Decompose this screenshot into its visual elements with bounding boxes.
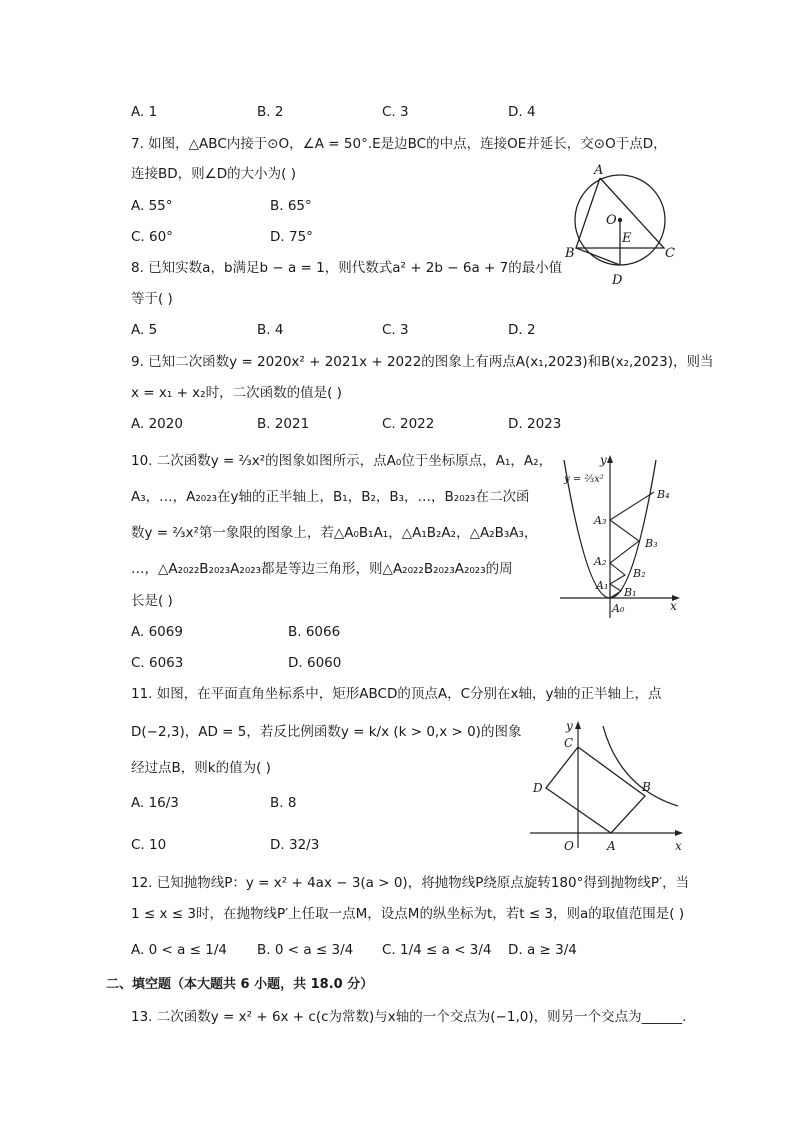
q9-option-c: C. 2022 xyxy=(382,416,435,432)
label-a: A xyxy=(607,839,616,853)
q9-option-a: A. 2020 xyxy=(131,416,183,432)
q8-option-c: C. 3 xyxy=(382,322,409,338)
q12-stem-line1: 12. 已知抛物线P：y = x² + 4ax − 3(a > 0)，将抛物线P绕原点旋转180°得到抛物线P′，当 xyxy=(131,875,690,891)
q12-option-b: B. 0 < a ≤ 3/4 xyxy=(257,942,354,958)
q9-option-b: B. 2021 xyxy=(257,416,310,432)
label-y: y xyxy=(600,453,607,467)
q10-option-d: D. 6060 xyxy=(288,655,342,671)
label-a: A xyxy=(594,163,604,178)
q12-stem-line2: 1 ≤ x ≤ 3时，在抛物线P′上任取一点M，设点M的纵坐标为t，若t ≤ 3，则a的取值范围是( ) xyxy=(131,906,685,922)
q11-rectangle-figure xyxy=(528,718,688,856)
q13-stem-line1: 13. 二次函数y = x² + 6x + c(c为常数)与x轴的一个交点为(−1,0)，则另一个交点为______. xyxy=(131,1009,687,1025)
q6-option-a: A. 1 xyxy=(131,104,158,120)
q10-parabola-figure xyxy=(556,450,686,620)
label-b4: B₄ xyxy=(657,488,670,501)
q7-option-b: B. 65° xyxy=(270,198,312,214)
label-curve: y = ⅔x² xyxy=(564,474,604,485)
q8-option-d: D. 2 xyxy=(508,322,536,338)
q11-option-b: B. 8 xyxy=(270,795,297,811)
q6-option-d: D. 4 xyxy=(508,104,536,120)
q10-stem-line3: 数y = ⅔x²第一象限的图象上，若△A₀B₁A₁，△A₁B₂A₂，△A₂B₃A₃， xyxy=(131,525,538,541)
label-a0: A₀ xyxy=(612,602,625,615)
q9-stem-line2: x = x₁ + x₂时，二次函数的值是( ) xyxy=(131,385,342,401)
label-b: B xyxy=(565,246,575,261)
label-x: x xyxy=(670,599,677,613)
label-b1: B₁ xyxy=(624,586,637,599)
q7-option-a: A. 55° xyxy=(131,198,173,214)
q11-option-d: D. 32/3 xyxy=(270,837,320,853)
q8-stem-line1: 8. 已知实数a，b满足b − a = 1，则代数式a² + 2b − 6a + 7的最小值 xyxy=(131,260,563,276)
label-o: O xyxy=(564,839,574,853)
label-e: E xyxy=(622,231,632,246)
q8-option-a: A. 5 xyxy=(131,322,158,338)
section-title: 二、填空题（本大题共 6 小题，共 18.0 分） xyxy=(106,977,374,992)
q6-option-c: C. 3 xyxy=(382,104,409,120)
label-x: x xyxy=(675,839,682,853)
q9-stem-line1: 9. 已知二次函数y = 2020x² + 2021x + 2022的图象上有两点A(x₁,2023)和B(x₂,2023)，则当 xyxy=(131,354,714,370)
q10-option-c: C. 6063 xyxy=(131,655,184,671)
label-a3: A₃ xyxy=(594,514,607,527)
label-b: B xyxy=(642,780,651,794)
q7-option-d: D. 75° xyxy=(270,229,313,245)
q12-option-a: A. 0 < a ≤ 1/4 xyxy=(131,942,227,958)
label-c: C xyxy=(564,736,574,750)
q10-stem-line1: 10. 二次函数y = ⅔x²的图象如图所示，点A₀位于坐标原点，A₁，A₂， xyxy=(131,453,553,469)
q9-option-d: D. 2023 xyxy=(508,416,562,432)
label-d: D xyxy=(612,273,623,288)
q6-option-b: B. 2 xyxy=(257,104,284,120)
q10-stem-line2: A₃，…，A₂₀₂₃在y轴的正半轴上，B₁，B₂，B₃，…，B₂₀₂₃在二次函 xyxy=(131,489,530,505)
label-a1: A₁ xyxy=(596,579,609,592)
q10-option-b: B. 6066 xyxy=(288,624,341,640)
q8-option-b: B. 4 xyxy=(257,322,284,338)
q11-stem-line3: 经过点B，则k的值为( ) xyxy=(131,760,271,776)
q10-stem-line5: 长是( ) xyxy=(131,593,173,609)
q7-circle-figure xyxy=(560,158,690,290)
label-c: C xyxy=(665,246,675,261)
q11-stem-line1: 11. 如图，在平面直角坐标系中，矩形ABCD的顶点A，C分别在x轴，y轴的正半轴上，点 xyxy=(131,686,662,702)
q7-stem-line1: 7. 如图，△ABC内接于⊙O，∠A = 50°.E是边BC的中点，连接OE并延长，交⊙O于点D， xyxy=(131,136,667,152)
label-o: O xyxy=(606,213,617,228)
q12-option-c: C. 1/4 ≤ a < 3/4 xyxy=(382,942,492,958)
q11-option-c: C. 10 xyxy=(131,837,167,853)
q8-stem-line2: 等于( ) xyxy=(131,291,173,307)
q11-option-a: A. 16/3 xyxy=(131,795,179,811)
q10-option-a: A. 6069 xyxy=(131,624,183,640)
q7-stem-line2: 连接BD，则∠D的大小为( ) xyxy=(131,166,296,182)
label-d: D xyxy=(533,781,543,795)
label-b2: B₂ xyxy=(633,567,646,580)
label-b3: B₃ xyxy=(645,537,658,550)
label-a2: A₂ xyxy=(594,555,607,568)
q12-option-d: D. a ≥ 3/4 xyxy=(508,942,577,958)
q10-stem-line4: …，△A₂₀₂₂B₂₀₂₃A₂₀₂₃都是等边三角形，则△A₂₀₂₂B₂₀₂₃A₂₀₂₃的周 xyxy=(131,561,513,577)
q7-option-c: C. 60° xyxy=(131,229,173,245)
label-y: y xyxy=(566,719,573,733)
q11-stem-line2: D(−2,3)，AD = 5，若反比例函数y = k/x (k > 0,x > 0)的图象 xyxy=(131,724,522,740)
